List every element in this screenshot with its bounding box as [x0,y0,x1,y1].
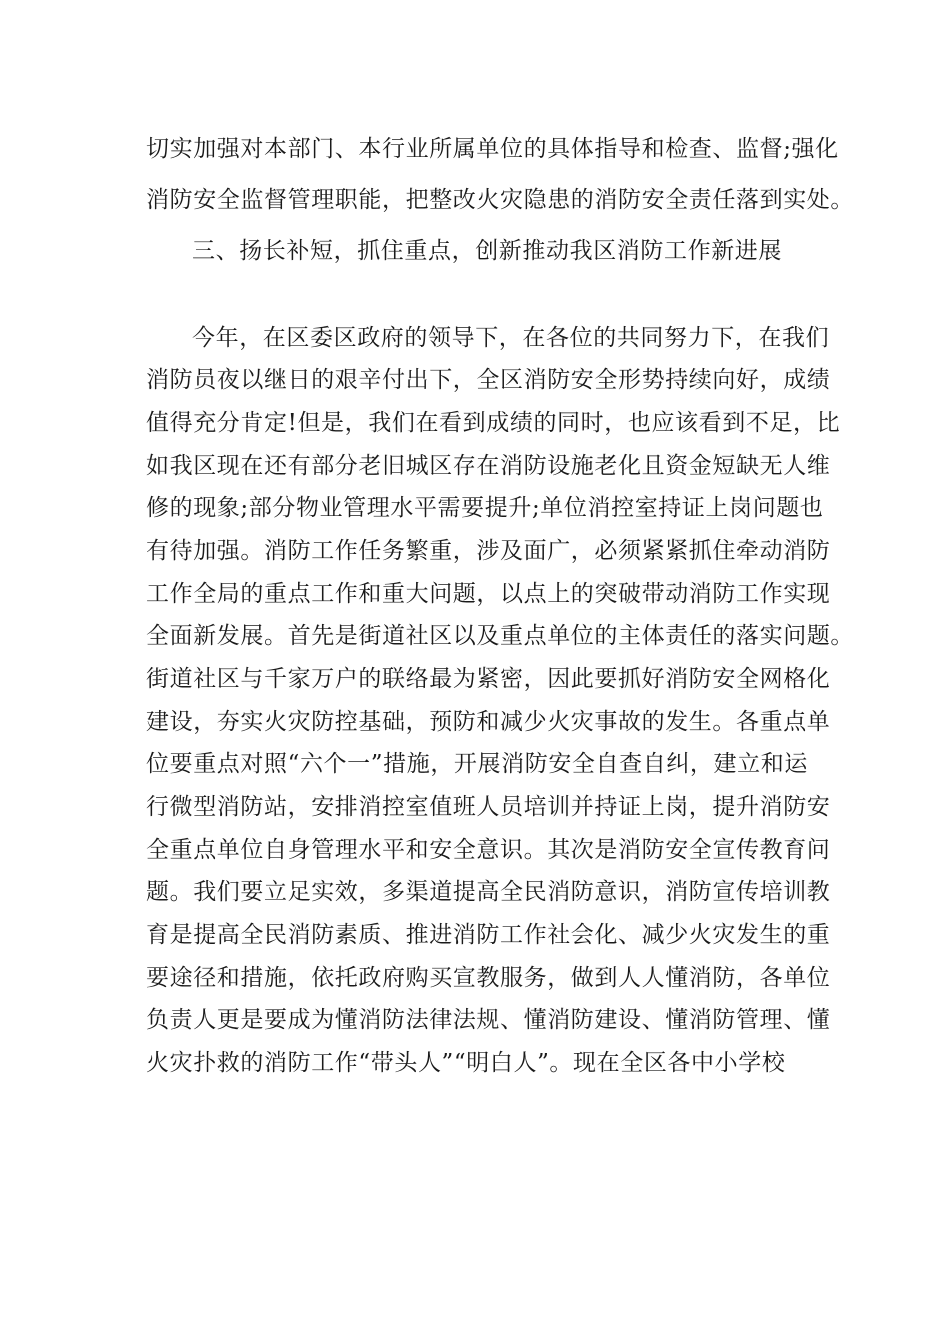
text-line: 全面新发展。首先是街道社区以及重点单位的主体责任的落实问题。 [146,623,854,649]
text-line: 火灾扑救的消防工作“带头人”“明白人”。现在全区各中小学校 [146,1050,786,1076]
text-line: 负责人更是要成为懂消防法律法规、懂消防建设、懂消防管理、懂 [146,1007,831,1033]
text-line: 切实加强对本部门、本行业所属单位的具体指导和检查、监督;强化 [146,136,839,162]
text-line: 有待加强。消防工作任务繁重，涉及面广，必须紧紧抓住牵动消防 [146,538,831,564]
text-line: 位要重点对照“六个一”措施，开展消防安全自查自纠，建立和运 [146,751,808,777]
text-line: 行微型消防站，安排消控室值班人员培训并持证上岗，提升消防安 [146,794,831,820]
text-line: 消防安全监督管理职能，把整改火灾隐患的消防安全责任落到实处。 [146,187,854,213]
text-line: 今年，在区委区政府的领导下，在各位的共同努力下，在我们 [192,325,830,351]
text-line: 街道社区与千家万户的联络最为紧密，因此要抓好消防安全网格化 [146,666,831,692]
text-line: 育是提高全民消防素质、推进消防工作社会化、减少火灾发生的重 [146,922,831,948]
text-line: 工作全局的重点工作和重大问题，以点上的突破带动消防工作实现 [146,581,831,607]
text-line: 建设，夯实火灾防控基础，预防和减少火灾事故的发生。各重点单 [146,709,831,735]
text-line: 全重点单位自身管理水平和安全意识。其次是消防安全宣传教育问 [146,837,831,863]
text-line: 消防员夜以继日的艰辛付出下，全区消防安全形势持续向好，成绩 [146,367,831,393]
section-heading: 三、扬长补短，抓住重点，创新推动我区消防工作新进展 [192,238,782,264]
text-line: 要途径和措施，依托政府购买宣教服务，做到人人懂消防，各单位 [146,965,831,991]
text-line: 如我区现在还有部分老旧城区存在消防设施老化且资金短缺无人维 [146,453,831,479]
text-line: 修的现象;部分物业管理水平需要提升;单位消控室持证上岗问题也 [146,495,824,521]
text-line: 题。我们要立足实效，多渠道提高全民消防意识，消防宣传培训教 [146,879,831,905]
text-line: 值得充分肯定!但是，我们在看到成绩的同时，也应该看到不足，比 [146,410,841,436]
